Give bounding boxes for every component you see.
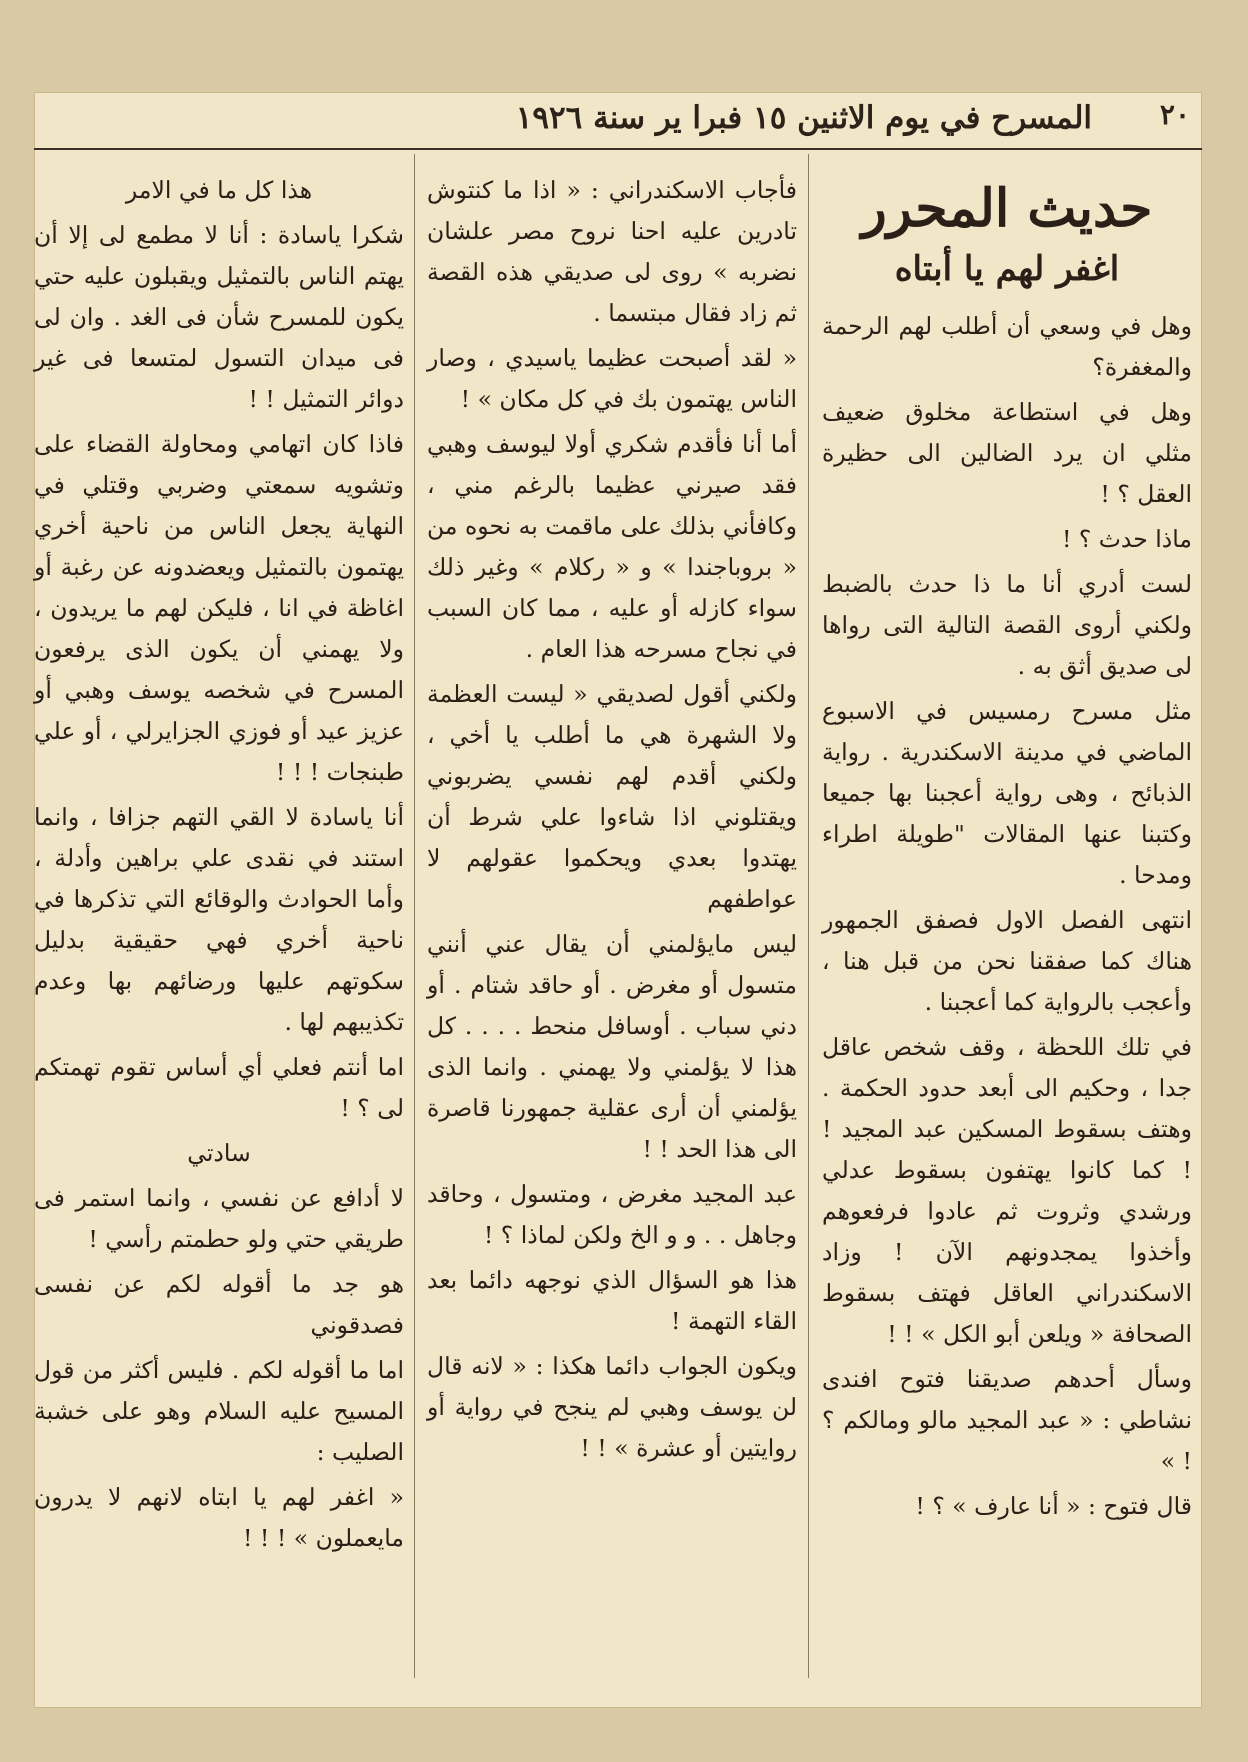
paragraph: « اغفر لهم يا ابتاه لانهم لا يدرون مايعملون » ! ! ! <box>34 1483 404 1552</box>
paragraph: وهل في وسعي أن أطلب لهم الرحمة والمغفرة؟ <box>822 312 1192 381</box>
paragraph: لست أدري أنا ما ذا حدث بالضبط ولكني أروى القصة التالية التى رواها لى صديق أثق به . <box>822 570 1192 680</box>
paragraph: أنا ياسادة لا القي التهم جزافا ، وانما استند في نقدى علي براهين وأدلة ، وأما الحوادث والوقائع التي تذكرها في ناحية أخري فهي حقيقية بدليل سكوتهم عليها ورضائهم بها وعدم تكذيبهم لها . <box>34 803 404 1036</box>
paragraph: قال فتوح : « أنا عارف » ؟ ! <box>915 1492 1192 1520</box>
paragraph: اما ما أقوله لكم . فليس أكثر من قول المسيح عليه السلام وهو على خشبة الصليب : <box>34 1356 404 1466</box>
paragraph: في تلك اللحظة ، وقف شخص عاقل جدا ، وحكيم الى أبعد حدود الحكمة . وهتف بسقوط المسكين عبد المجيد ! ! كما كانوا يهتفون بسقوط عدلي ورشدي وثروت ثم عادوا فرفعوهم وأخذوا يمجدونهم الآن ! وزاد الاسكندراني العاقل فهتف بسقوط الصحافة « ويلعن أبو الكل » ! ! <box>822 1033 1192 1348</box>
paragraph: اما أنتم فعلي أي أساس تقوم تهمتكم لى ؟ ! <box>34 1053 404 1122</box>
header-title: المسرح في يوم الاثنين ١٥ فبرا ير سنة ١٩٢٦ <box>515 100 1092 136</box>
paragraph: لا أدافع عن نفسي ، وانما استمر فى طريقي حتي ولو حطمتم رأسي ! <box>34 1184 404 1253</box>
paragraph: عبد المجيد مغرض ، ومتسول ، وحاقد وجاهل . . و و الخ ولكن لماذا ؟ ! <box>427 1180 797 1249</box>
page-number: ٢٠ <box>1159 98 1190 131</box>
article-subtitle: اغفر لهم يا أبتاه <box>894 249 1120 289</box>
column-middle <box>427 170 797 1473</box>
paragraph: ويكون الجواب دائما هكذا : « لانه قال لن يوسف وهبي لم ينجح في رواية أو روايتين أو عشرة » ! ! <box>427 1352 797 1462</box>
page-header <box>34 92 1202 150</box>
paragraph: ماذا حدث ؟ ! <box>1061 525 1192 553</box>
paragraph: أما أنا فأقدم شكري أولا ليوسف وهبي فقد صيرني عظيما بالرغم مني ، وكافأني بذلك على ماقمت به نحوه من « بروباجندا » و « ركلام » وغير ذلك سواء كازله أو عليه ، مما كان السبب في نجاح مسرحه هذا العام . <box>427 430 797 663</box>
column-divider <box>414 154 415 1678</box>
paragraph: ولكني أقول لصديقي « ليست العظمة ولا الشهرة هي ما أطلب يا أخي ، ولكني أقدم لهم نفسي يضربوني ويقتلوني اذا شاءوا علي شرط أن يهتدوا بعدي ويحكموا عقولهم لا عواطفهم <box>427 680 797 913</box>
paragraph: سادتي <box>187 1139 251 1167</box>
paragraph: فأجاب الاسكندراني : « اذا ما كنتوش تادرين عليه احنا نروح مصر علشان نضربه » روى لى صديقي هذه القصة ثم زاد فقال مبتسما . <box>427 176 797 327</box>
paragraph: شكرا ياسادة : أنا لا مطمع لى إلا أن يهتم الناس بالتمثيل ويقبلون عليه حتي يكون للمسرح شأن فى الغد . وان لى فى ميدان التسول لمتسعا فى غير دوائر التمثيل ! ! <box>34 221 404 413</box>
paragraph: هو جد ما أقوله لكم عن نفسى فصدقوني <box>34 1270 404 1339</box>
paragraph: فاذا كان اتهامي ومحاولة القضاء على وتشويه سمعتي وضربي وقتلي في النهاية يجعل الناس من ناحية أخري يهتمون بالتمثيل ويعضدونه عن رغبة أو اغاظة في انا ، فليكن لهم ما يريدون ، ولا يهمني أن يكون الذى يرفعون المسرح في شخصه يوسف وهبي أو عزيز عيد أو فوزي الجزايرلي ، أو علي طبنجات ! ! ! <box>34 430 404 786</box>
paragraph: مثل مسرح رمسيس في الاسبوع الماضي في مدينة الاسكندرية . رواية الذبائح ، وهى رواية أعجبنا بها جميعا وكتبنا عنها المقالات "طويلة اطراء ومدحا . <box>822 697 1192 889</box>
column-divider <box>808 154 809 1678</box>
paragraph: وسأل أحدهم صديقنا فتوح افندى نشاطي : « عبد المجيد مالو ومالكم ؟ ! » <box>822 1365 1192 1475</box>
paragraph: هذا كل ما في الامر <box>125 176 313 204</box>
column-left <box>34 170 404 1563</box>
paragraph: « لقد أصبحت عظيما ياسيدي ، وصار الناس يهتمون بك في كل مكان » ! <box>427 344 797 413</box>
paragraph: ليس مايؤلمني أن يقال عني أنني متسول أو مغرض . أو حاقد شتام . أو دني سباب . أوسافل منحط . . . . كل هذا لا يؤلمني ولا يهمني . وانما الذى يؤلمني أن أرى عقلية جمهورنا قاصرة الى هذا الحد ! ! <box>427 930 797 1163</box>
newspaper-page <box>34 92 1202 1708</box>
article-title: حديث المحرر <box>861 178 1153 239</box>
paragraph: هذا هو السؤال الذي نوجهه دائما بعد القاء التهمة ! <box>427 1266 797 1335</box>
column-right <box>822 170 1192 1531</box>
paragraph: وهل في استطاعة مخلوق ضعيف مثلي ان يرد الضالين الى حظيرة العقل ؟ ! <box>822 398 1192 508</box>
paragraph: انتهى الفصل الاول فصفق الجمهور هناك كما صفقنا نحن من قبل هنا ، وأعجب بالرواية كما أعجبنا . <box>822 906 1192 1016</box>
